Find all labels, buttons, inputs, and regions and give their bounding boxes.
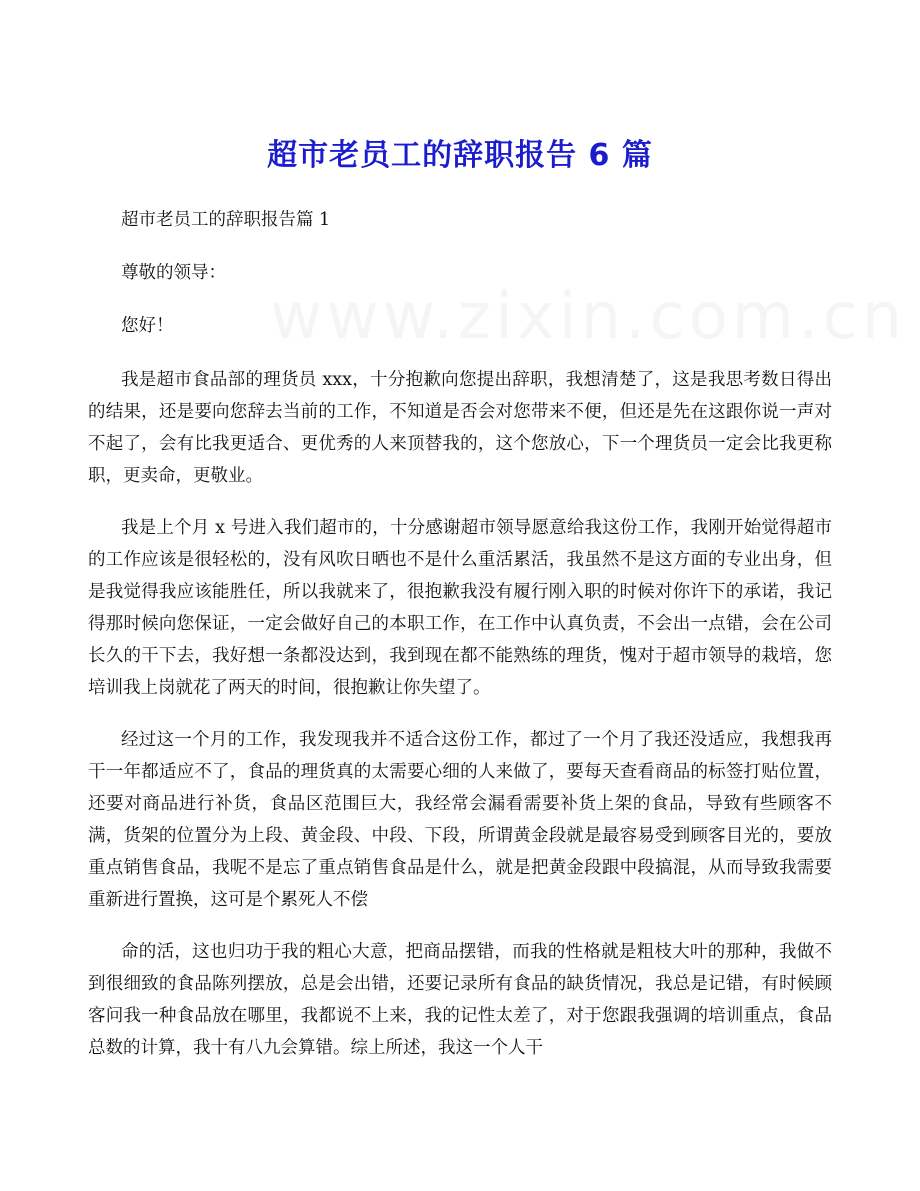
body-paragraph-2: 我是上个月 x 号进入我们超市的，十分感谢超市领导愿意给我这份工作，我刚开始觉得超市的工作应该是很轻松的，没有风吹日晒也不是什么重活累活，我虽然不是这方面的专业出身，但是我觉得我应该能胜任，所以我就来了，很抱歉我没有履行刚入职的时候对你许下的承诺，我记得那时候向您保证，一定会做好自己的本职工作，在工作中认真负责，不会出一点错，会在公司长久的干下去，我好想一条都没达到，我到现在都不能熟练的理货，愧对于超市领导的栽培，您培训我上岗就花了两天的时间，很抱歉让你失望了。 [88,518,832,698]
body-paragraph-4: 命的活，这也归功于我的粗心大意，把商品摆错，而我的性格就是粗枝大叶的那种，我做不到很细致的食品陈列摆放，总是会出错，还要记录所有食品的缺货情况，我总是记错，有时候顾客问我一种食品放在哪里，我都说不上来，我的记性太差了，对于您跟我强调的培训重点，食品总数的计算，我十有八九会算错。综上所述，我这一个人干 [88,942,832,1058]
body-paragraph-1: 我是超市食品部的理货员 xxx，十分抱歉向您提出辞职，我想清楚了，这是我思考数日得出的结果，还是要向您辞去当前的工作，不知道是否会对您带来不便，但还是先在这跟你说一声对不起了，会有比我更适合、更优秀的人来顶替我的，这个您放心，下一个理货员一定会比我更称职，更卖命，更敬业。 [88,370,832,486]
section-heading: 超市老员工的辞职报告篇 1 [121,210,331,230]
body-paragraph-3: 经过这一个月的工作，我发现我并不适合这份工作，都过了一个月了我还没适应，我想我再干一年都适应不了，食品的理货真的太需要心细的人来做了，要每天查看商品的标签打贴位置，还要对商品进行补货，食品区范围巨大，我经常会漏看需要补货上架的食品，导致有些顾客不满，货架的位置分为上段、黄金段、中段、下段，所谓黄金段就是最容易受到顾客目光的，要放重点销售食品，我呢不是忘了重点销售食品是什么，就是把黄金段跟中段搞混，从而导致我需要重新进行置换，这可是个累死人不偿 [88,730,832,910]
salutation: 尊敬的领导： [121,263,226,283]
greeting: 您好！ [121,316,174,336]
document-title: 超市老员工的辞职报告 6 篇 [267,138,653,173]
